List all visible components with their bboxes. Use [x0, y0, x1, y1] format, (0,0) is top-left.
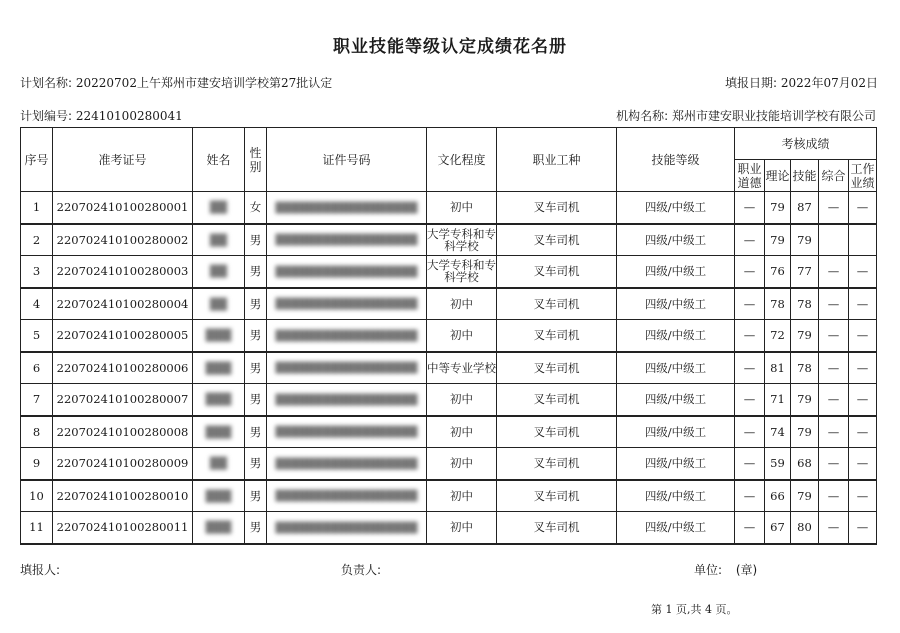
cell-name [193, 288, 245, 320]
cell-id-number-redacted: ██████████████████ [275, 299, 418, 311]
cell-job: 叉车司机 [497, 512, 617, 544]
cell-education-text: 初中 [450, 456, 473, 471]
cell-performance [849, 224, 877, 256]
cell-name [193, 448, 245, 480]
cell-id-number-redacted: ██████████████████ [275, 458, 418, 470]
cell-theory: 72 [765, 320, 791, 352]
cell-id-number-redacted: ██████████████████ [275, 330, 418, 342]
cell-education [427, 256, 497, 288]
cell-id-number-redacted: ██████████████████ [275, 266, 418, 278]
cell-name-redacted: ███ [205, 521, 232, 535]
cell-theory: 66 [765, 480, 791, 512]
header-overall: 综合 [819, 160, 849, 192]
cell-overall: — [819, 288, 849, 320]
cell-ticket: 220702410100280001 [53, 192, 193, 224]
cell-ticket: 220702410100280005 [53, 320, 193, 352]
cell-overall [819, 224, 849, 256]
cell-theory: 78 [765, 288, 791, 320]
cell-level: 四级/中级工 [617, 256, 735, 288]
cell-theory: 71 [765, 384, 791, 416]
cell-gender: 男 [245, 352, 267, 384]
cell-level: 四级/中级工 [617, 320, 735, 352]
cell-id-number [267, 352, 427, 384]
cell-seq: 4 [21, 288, 53, 320]
cell-id-number-redacted: ██████████████████ [275, 363, 418, 375]
cell-gender: 男 [245, 416, 267, 448]
cell-overall: — [819, 448, 849, 480]
cell-ticket: 220702410100280006 [53, 352, 193, 384]
cell-education-text: 大学专科和专科学校 [427, 258, 496, 285]
cell-performance: — [849, 416, 877, 448]
cell-ethics: — [735, 192, 765, 224]
cell-gender: 男 [245, 320, 267, 352]
cell-id-number-redacted: ██████████████████ [275, 202, 418, 214]
fill-date [725, 74, 878, 91]
cell-ethics: — [735, 416, 765, 448]
cell-education [427, 416, 497, 448]
cell-name [193, 512, 245, 544]
cell-level: 四级/中级工 [617, 448, 735, 480]
cell-skill: 79 [791, 320, 819, 352]
cell-theory: 74 [765, 416, 791, 448]
cell-gender: 男 [245, 256, 267, 288]
fill-date-value: 2022年07月02日 [780, 76, 878, 90]
cell-seq: 6 [21, 352, 53, 384]
cell-performance: — [849, 480, 877, 512]
filler-label: 填报人: [20, 563, 61, 577]
cell-seq: 8 [21, 416, 53, 448]
cell-seq: 1 [21, 192, 53, 224]
cell-education [427, 512, 497, 544]
cell-job: 叉车司机 [497, 384, 617, 416]
cell-name-redacted: ███ [205, 489, 232, 503]
cell-theory: 76 [765, 256, 791, 288]
header-job: 职业工种 [497, 128, 617, 192]
cell-education-text: 初中 [450, 200, 473, 215]
cell-seq: 9 [21, 448, 53, 480]
cell-name [193, 224, 245, 256]
cell-skill: 79 [791, 416, 819, 448]
cell-name [193, 384, 245, 416]
cell-id-number [267, 224, 427, 256]
cell-ticket: 220702410100280003 [53, 256, 193, 288]
cell-gender: 男 [245, 512, 267, 544]
table-row [21, 256, 877, 288]
cell-ethics: — [735, 288, 765, 320]
cell-id-number [267, 320, 427, 352]
cell-education [427, 192, 497, 224]
cell-level: 四级/中级工 [617, 384, 735, 416]
header-seq: 序号 [21, 128, 53, 192]
header-theory: 理论 [765, 160, 791, 192]
cell-id-number [267, 480, 427, 512]
cell-seq: 5 [21, 320, 53, 352]
cell-seq: 2 [21, 224, 53, 256]
roster-title: 职业技能等级认定成绩花名册 [333, 37, 567, 57]
cell-gender: 女 [245, 192, 267, 224]
cell-ethics: — [735, 224, 765, 256]
header-ethics: 职业道德 [735, 160, 765, 192]
cell-skill: 79 [791, 480, 819, 512]
cell-ethics: — [735, 256, 765, 288]
cell-ticket: 220702410100280004 [53, 288, 193, 320]
cell-level: 四级/中级工 [617, 192, 735, 224]
cell-performance: — [849, 384, 877, 416]
fill-date-label: 填报日期: [725, 76, 778, 90]
cell-job: 叉车司机 [497, 192, 617, 224]
cell-skill: 78 [791, 352, 819, 384]
cell-job: 叉车司机 [497, 288, 617, 320]
cell-education [427, 480, 497, 512]
cell-ethics: — [735, 320, 765, 352]
cell-theory: 79 [765, 224, 791, 256]
plan-name-label: 计划名称: [20, 76, 73, 90]
cell-ticket: 220702410100280008 [53, 416, 193, 448]
cell-job: 叉车司机 [497, 224, 617, 256]
cell-ticket: 220702410100280002 [53, 224, 193, 256]
cell-education [427, 224, 497, 256]
cell-job: 叉车司机 [497, 480, 617, 512]
cell-ticket: 220702410100280011 [53, 512, 193, 544]
cell-id-number [267, 512, 427, 544]
page-info: 第 1 页,共 4 页。 [651, 603, 738, 616]
cell-education-text: 大学专科和专科学校 [427, 226, 496, 253]
cell-job: 叉车司机 [497, 448, 617, 480]
cell-name-redacted: ███ [205, 393, 232, 407]
header-id-number: 证件号码 [267, 128, 427, 192]
header-ticket: 准考证号 [53, 128, 193, 192]
cell-skill: 79 [791, 384, 819, 416]
cell-name [193, 192, 245, 224]
cell-ethics: — [735, 512, 765, 544]
table-row [21, 192, 877, 224]
cell-id-number [267, 448, 427, 480]
cell-gender: 男 [245, 288, 267, 320]
cell-name [193, 480, 245, 512]
cell-performance: — [849, 288, 877, 320]
cell-name [193, 320, 245, 352]
seal-text: (章) [735, 563, 758, 577]
plan-name [20, 74, 332, 91]
cell-job: 叉车司机 [497, 352, 617, 384]
cell-level: 四级/中级工 [617, 416, 735, 448]
cell-education [427, 384, 497, 416]
cell-ethics: — [735, 480, 765, 512]
cell-seq: 3 [21, 256, 53, 288]
cell-performance: — [849, 256, 877, 288]
table-row [21, 384, 877, 416]
cell-name [193, 256, 245, 288]
cell-level: 四级/中级工 [617, 512, 735, 544]
cell-id-number [267, 256, 427, 288]
cell-education-text: 初中 [450, 424, 473, 439]
cell-overall: — [819, 416, 849, 448]
cell-theory: 67 [765, 512, 791, 544]
cell-performance: — [849, 352, 877, 384]
cell-level: 四级/中级工 [617, 224, 735, 256]
roster-body [21, 192, 877, 544]
cell-gender: 男 [245, 224, 267, 256]
cell-name-redacted: ██ [210, 297, 227, 311]
table-row [21, 512, 877, 544]
cell-gender: 男 [245, 448, 267, 480]
plan-number-label: 计划编号: [20, 109, 73, 123]
cell-ticket: 220702410100280009 [53, 448, 193, 480]
cell-performance: — [849, 512, 877, 544]
cell-overall: — [819, 256, 849, 288]
cell-name-redacted: ██ [210, 457, 227, 471]
cell-skill: 79 [791, 224, 819, 256]
cell-gender: 男 [245, 480, 267, 512]
cell-name-redacted: ██ [210, 265, 227, 279]
cell-name [193, 416, 245, 448]
cell-seq: 7 [21, 384, 53, 416]
cell-name-redacted: ██ [210, 201, 227, 215]
table-row [21, 416, 877, 448]
header-education: 文化程度 [427, 128, 497, 192]
cell-id-number [267, 288, 427, 320]
cell-overall: — [819, 384, 849, 416]
org-name-value: 郑州市建安职业技能培训学校有限公司 [671, 109, 876, 123]
cell-overall: — [819, 320, 849, 352]
cell-overall: — [819, 512, 849, 544]
cell-seq: 11 [21, 512, 53, 544]
cell-name [193, 352, 245, 384]
cell-education-text: 初中 [450, 488, 473, 503]
cell-skill: 78 [791, 288, 819, 320]
plan-number [20, 107, 183, 124]
cell-skill: 87 [791, 192, 819, 224]
cell-education [427, 448, 497, 480]
cell-id-number-redacted: ██████████████████ [275, 235, 418, 247]
plan-number-value: 22410100280041 [75, 109, 183, 123]
cell-name-redacted: ███ [205, 425, 232, 439]
cell-id-number [267, 384, 427, 416]
cell-education-text: 初中 [450, 392, 473, 407]
plan-name-value: 20220702上午郑州市建安培训学校第27批认定 [75, 76, 333, 90]
header-level: 技能等级 [617, 128, 735, 192]
cell-job: 叉车司机 [497, 256, 617, 288]
cell-overall: — [819, 192, 849, 224]
cell-job: 叉车司机 [497, 416, 617, 448]
cell-level: 四级/中级工 [617, 352, 735, 384]
cell-ticket: 220702410100280010 [53, 480, 193, 512]
cell-id-number-redacted: ██████████████████ [275, 427, 418, 439]
responsible-label: 负责人: [341, 563, 382, 577]
cell-name-redacted: ███ [205, 361, 232, 375]
table-row [21, 224, 877, 256]
table-row [21, 480, 877, 512]
cell-id-number [267, 192, 427, 224]
cell-name-redacted: ███ [205, 329, 232, 343]
cell-education [427, 288, 497, 320]
table-row [21, 448, 877, 480]
cell-education [427, 320, 497, 352]
cell-performance: — [849, 448, 877, 480]
cell-job: 叉车司机 [497, 320, 617, 352]
org-name [616, 107, 876, 124]
cell-overall: — [819, 480, 849, 512]
cell-level: 四级/中级工 [617, 480, 735, 512]
cell-skill: 80 [791, 512, 819, 544]
cell-performance: — [849, 192, 877, 224]
cell-name-redacted: ██ [210, 233, 227, 247]
cell-theory: 59 [765, 448, 791, 480]
cell-id-number-redacted: ██████████████████ [275, 394, 418, 406]
cell-id-number-redacted: ██████████████████ [275, 491, 418, 503]
cell-ethics: — [735, 448, 765, 480]
cell-id-number-redacted: ██████████████████ [275, 522, 418, 534]
header-gender: 性别 [245, 128, 267, 192]
header-performance: 工作业绩 [849, 160, 877, 192]
cell-ethics: — [735, 352, 765, 384]
cell-overall: — [819, 352, 849, 384]
cell-seq: 10 [21, 480, 53, 512]
cell-id-number [267, 416, 427, 448]
cell-performance: — [849, 320, 877, 352]
cell-education-text: 中等专业学校 [427, 360, 496, 375]
cell-education-text: 初中 [450, 520, 473, 535]
cell-gender: 男 [245, 384, 267, 416]
cell-skill: 77 [791, 256, 819, 288]
cell-theory: 79 [765, 192, 791, 224]
table-row [21, 320, 877, 352]
cell-education-text: 初中 [450, 328, 473, 343]
cell-education [427, 352, 497, 384]
table-row [21, 288, 877, 320]
cell-ethics: — [735, 384, 765, 416]
header-name: 姓名 [193, 128, 245, 192]
org-name-label: 机构名称: [616, 109, 669, 123]
unit-label [694, 561, 757, 578]
score-roster-table [20, 127, 877, 545]
cell-level: 四级/中级工 [617, 288, 735, 320]
unit-label-text: 单位: [694, 563, 723, 577]
header-scores-group: 考核成绩 [735, 128, 877, 160]
table-row [21, 352, 877, 384]
cell-theory: 81 [765, 352, 791, 384]
header-skill: 技能 [791, 160, 819, 192]
cell-ticket: 220702410100280007 [53, 384, 193, 416]
cell-education-text: 初中 [450, 296, 473, 311]
cell-skill: 68 [791, 448, 819, 480]
